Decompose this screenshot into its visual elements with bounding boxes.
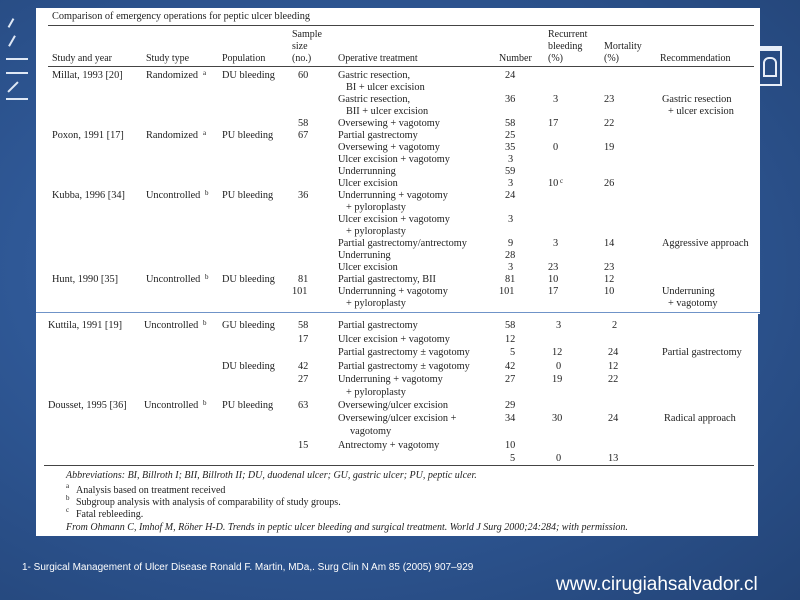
table-cell: 58	[505, 118, 516, 129]
table-cell: Ulcer excision + vagotomy	[338, 334, 450, 345]
table-cell: 12	[505, 334, 516, 345]
table-cell: Oversewing/ulcer excision	[338, 400, 449, 411]
logo-emblem-left	[4, 14, 32, 104]
table-cell: Dousset, 1995 [36]	[48, 400, 127, 411]
table-cell: Randomized	[146, 130, 199, 141]
table-cell: 9	[508, 238, 514, 249]
table-cell: 19	[552, 374, 563, 385]
table-cell: 58	[298, 320, 309, 331]
footnote-b: Subgroup analysis with analysis of comparability of study groups.	[76, 497, 341, 508]
table-cell: Kubba, 1996 [34]	[52, 190, 125, 201]
table-cell: 36	[298, 190, 309, 201]
header-number: Number	[499, 53, 532, 64]
table-cell: 10	[548, 178, 559, 189]
table-cell: 0	[556, 361, 562, 372]
table-cell: 27	[298, 374, 309, 385]
table-cell: + pyloroplasty	[346, 226, 406, 237]
table-cell: 29	[505, 400, 516, 411]
table-cell: 13	[608, 453, 619, 464]
table-cell: Kuttila, 1991 [19]	[48, 320, 123, 331]
header-population: Population	[222, 53, 266, 64]
table-cell: 42	[505, 361, 516, 372]
image-divider	[36, 312, 760, 313]
table-cell: 36	[505, 94, 516, 105]
table-cell: Partial gastrectomy ± vagotomy	[338, 347, 470, 358]
table-cell: 58	[505, 320, 516, 331]
table-cell: 28	[505, 250, 516, 261]
table-cell: Randomized	[146, 70, 199, 81]
table-cell: 24	[505, 70, 516, 81]
table-cell: Partial gastrectomy	[662, 347, 742, 358]
table-cell: 3	[556, 320, 562, 331]
header-size-1: Sample	[292, 29, 322, 40]
table-cell: 5	[510, 453, 516, 464]
table-cell: + pyloroplasty	[346, 387, 406, 398]
table-cell: 22	[604, 118, 615, 129]
table-cell: 3	[508, 214, 514, 225]
table-cell: 23	[604, 262, 615, 273]
table-cell: Ulcer excision	[338, 178, 398, 189]
footnote-source: From Ohmann C, Imhof M, Röher H-D. Trends in peptic ulcer bleeding and surgical treatment. World J Surg 2000;24:284; with permission.	[66, 522, 628, 533]
footnote-marker: a	[203, 129, 207, 137]
table-cell: Gastric resection,	[338, 94, 411, 105]
footnote-a: Analysis based on treatment received	[76, 485, 226, 496]
table-cell: 22	[608, 374, 619, 385]
table-cell: 10	[548, 274, 559, 285]
table-cell: Underruning + vagotomy	[338, 374, 443, 385]
footnote-marker: b	[203, 399, 207, 407]
table-cell: 42	[298, 361, 309, 372]
table-cell: Millat, 1993 [20]	[52, 70, 123, 81]
table-cell: 3	[553, 238, 559, 249]
header-recommendation: Recommendation	[660, 53, 731, 64]
table-cell: PU bleeding	[222, 400, 274, 411]
table-cell: Oversewing + vagotomy	[338, 142, 440, 153]
table-cell: Gastric resection,	[338, 70, 411, 81]
table-cell: 81	[505, 274, 516, 285]
header-type: Study type	[146, 53, 190, 64]
table-cell: 101	[499, 286, 515, 297]
table-cell: Ulcer excision + vagotomy	[338, 214, 450, 225]
table-cell: Partial gastrectomy	[338, 320, 418, 331]
table-cell: 30	[552, 413, 563, 424]
header-recurrent-3: (%)	[548, 53, 563, 64]
header-study: Study and year	[52, 53, 112, 64]
table-cell: Antrectomy + vagotomy	[338, 440, 440, 451]
table-cell: 15	[298, 440, 309, 451]
table-cell: 17	[548, 286, 559, 297]
table-cell: 0	[553, 142, 559, 153]
table-cell: Partial gastrectomy ± vagotomy	[338, 361, 470, 372]
table-cell: Partial gastrectomy, BII	[338, 274, 436, 285]
table-cell: 67	[298, 130, 309, 141]
table-cell: 2	[612, 320, 618, 331]
footnote-c: Fatal rebleeding.	[76, 509, 144, 520]
table-cell: BII + ulcer excision	[346, 106, 429, 117]
table-cell: 26	[604, 178, 615, 189]
footnote-abbreviations: Abbreviations: BI, Billroth I; BII, Billroth II; DU, duodenal ulcer; GU, gastric ulcer; PU, peptic ulcer.	[66, 470, 477, 481]
table-cell: BI + ulcer excision	[346, 82, 425, 93]
footnote-c-mark: c	[66, 506, 70, 514]
table-cell: 25	[505, 130, 516, 141]
table-rule-bottom	[44, 465, 754, 466]
table-cell: 14	[604, 238, 615, 249]
table-cell: DU bleeding	[222, 361, 275, 372]
table-cell: Radical approach	[664, 413, 736, 424]
table-cell: 63	[298, 400, 309, 411]
table-cell: Underruning	[338, 250, 391, 261]
footnote-marker: c	[560, 177, 564, 185]
table-cell: 60	[298, 70, 309, 81]
header-treatment: Operative treatment	[338, 53, 418, 64]
table-cell: GU bleeding	[222, 320, 275, 331]
table-cell: Partial gastrectomy/antrectomy	[338, 238, 467, 249]
footnote-marker: a	[203, 69, 207, 77]
table-cell: 10	[505, 440, 516, 451]
header-size-2: size	[292, 41, 308, 52]
table-cell: Hunt, 1990 [35]	[52, 274, 119, 285]
table-cell: Oversewing + vagotomy	[338, 118, 440, 129]
table-cell: PU bleeding	[222, 130, 274, 141]
table-cell: 3	[508, 262, 514, 273]
table-cell: DU bleeding	[222, 70, 275, 81]
table-cell: Aggressive approach	[662, 238, 749, 249]
table-cell: 17	[548, 118, 559, 129]
table-cell: 3	[508, 178, 514, 189]
table-cell: 81	[298, 274, 309, 285]
table-cell: 34	[505, 413, 516, 424]
footnote-a-mark: a	[66, 482, 70, 490]
table-cell: 23	[548, 262, 559, 273]
table-cell: Poxon, 1991 [17]	[52, 130, 124, 141]
table-cell: Underrunning	[338, 166, 396, 177]
table-cell: 27	[505, 374, 516, 385]
table-cell: Uncontrolled	[146, 190, 201, 201]
table-cell: Uncontrolled	[146, 274, 201, 285]
table-cell: Underrunning + vagotomy	[338, 286, 448, 297]
header-size-3: (no.)	[292, 53, 312, 64]
table-cell: Ulcer excision	[338, 262, 398, 273]
table-cell: 3	[508, 154, 514, 165]
header-mortality-2: (%)	[604, 53, 619, 64]
table-cell: Partial gastrectomy	[338, 130, 418, 141]
table-cell: 12	[608, 361, 619, 372]
table-cell: Ulcer excision + vagotomy	[338, 154, 450, 165]
table-cell: Gastric resection	[662, 94, 732, 105]
table-cell: 12	[604, 274, 615, 285]
table-cell: + ulcer excision	[668, 106, 734, 117]
table-rule-top	[48, 25, 754, 26]
table-cell: 0	[556, 453, 562, 464]
table-cell: 12	[552, 347, 563, 358]
table-cell: Underruning	[662, 286, 715, 297]
table-cell: 17	[298, 334, 309, 345]
table-cell: 24	[505, 190, 516, 201]
header-recurrent-1: Recurrent	[548, 29, 588, 40]
table-cell: 101	[292, 286, 308, 297]
table-cell: 23	[604, 94, 615, 105]
header-recurrent-2: bleeding	[548, 41, 583, 52]
website-link[interactable]: www.cirugiahsalvador.cl	[556, 574, 758, 595]
table-cell: 10	[604, 286, 615, 297]
table-cell: DU bleeding	[222, 274, 275, 285]
slide-reference: 1- Surgical Management of Ulcer Disease Ronald F. Martin, MDa,. Surg Clin N Am 85 (2005) 907–929	[22, 562, 474, 573]
table-cell: 5	[510, 347, 516, 358]
table-cell: + pyloroplasty	[346, 298, 406, 309]
table-caption: Comparison of emergency operations for peptic ulcer bleeding	[52, 11, 311, 22]
footnote-b-mark: b	[66, 494, 70, 502]
table-cell: 3	[553, 94, 559, 105]
table-cell: + vagotomy	[668, 298, 718, 309]
table-cell: vagotomy	[350, 426, 392, 437]
footnote-marker: b	[205, 273, 209, 281]
table-cell: 19	[604, 142, 615, 153]
table-cell: Uncontrolled	[144, 320, 199, 331]
table-cell: 59	[505, 166, 516, 177]
table-cell: + pyloroplasty	[346, 202, 406, 213]
table-cell: Oversewing/ulcer excision +	[338, 413, 457, 424]
table-cell: 35	[505, 142, 516, 153]
table-cell: Underrunning + vagotomy	[338, 190, 448, 201]
footnote-marker: b	[205, 189, 209, 197]
table-cell: 24	[608, 347, 619, 358]
table-cell: 24	[608, 413, 619, 424]
table-cell: PU bleeding	[222, 190, 274, 201]
header-mortality-1: Mortality	[604, 41, 642, 52]
table-rule-header	[48, 66, 754, 67]
table-cell: Uncontrolled	[144, 400, 199, 411]
footnote-marker: b	[203, 319, 207, 327]
table-cell: 58	[298, 118, 309, 129]
